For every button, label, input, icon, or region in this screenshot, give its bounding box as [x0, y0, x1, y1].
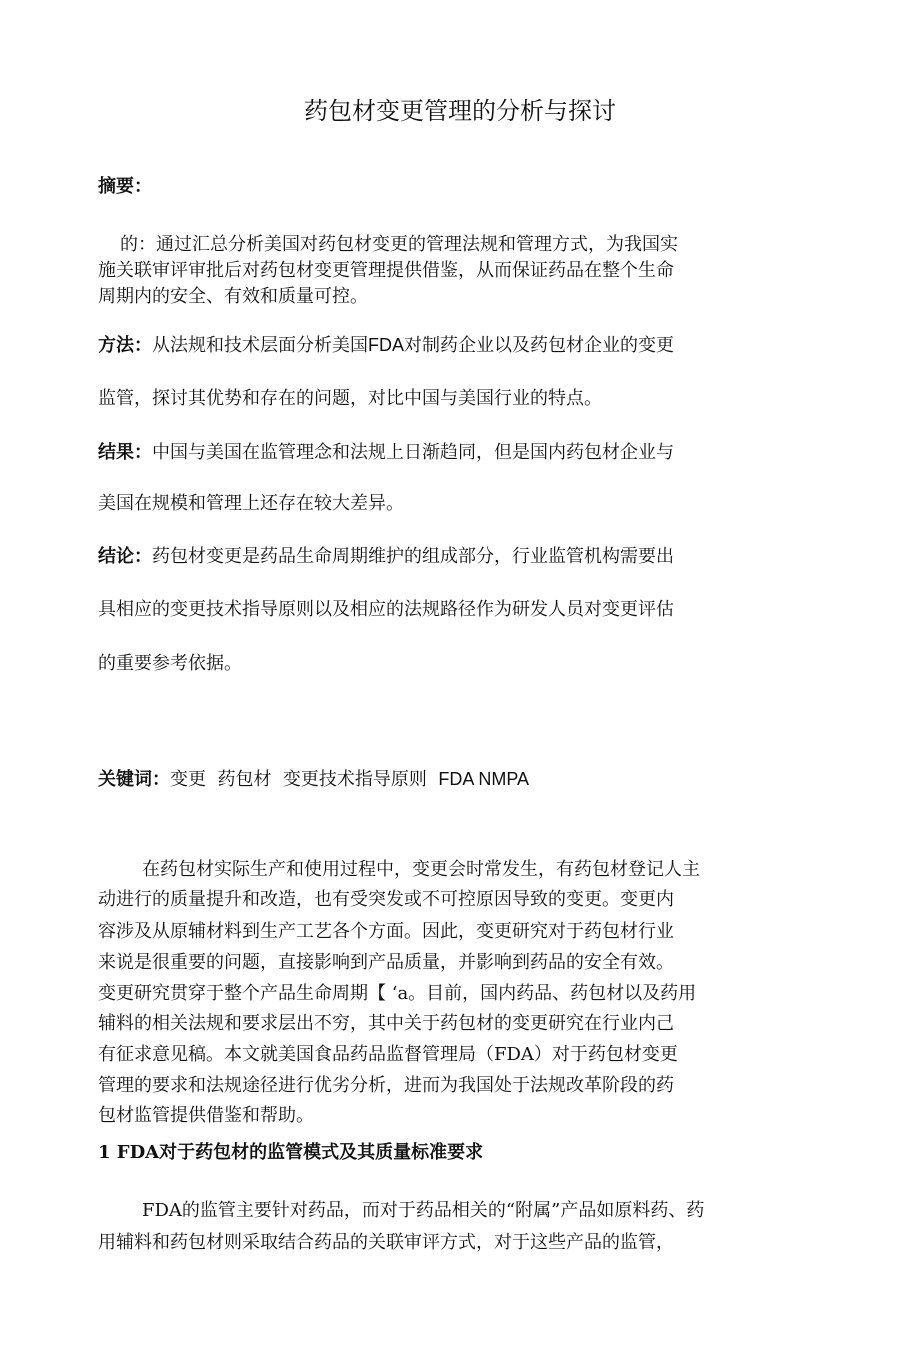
- keywords-latin: FDA NMPA: [438, 769, 530, 789]
- keywords-terms: 变更 药包材 变更技术指导原则: [170, 769, 439, 790]
- conclusion-paragraph-line: [98, 545, 674, 569]
- objective-line: 周期内的安全、有效和质量可控。: [98, 286, 368, 307]
- conclusion-line: 具相应的变更技术指导原则以及相应的法规路径作为研发人员对变更评估: [98, 599, 674, 620]
- objective-line: 施关联审评审批后对药包材变更管理提供借鉴，从而保证药品在整个生命: [98, 260, 674, 281]
- method-fda-term: FDA: [368, 335, 404, 355]
- document-title: 药包材变更管理的分析与探讨: [304, 97, 616, 125]
- method-line: 监管，探讨其优势和存在的问题，对比中国与美国行业的特点。: [98, 388, 602, 409]
- result-label: 结果：: [98, 442, 152, 463]
- intro-line: 变更研究贯穿于整个产品生命周期【 ‘a。目前，国内药品、药包材以及药用: [98, 983, 697, 1004]
- intro-line: 来说是很重要的问题，直接影响到产品质量，并影响到药品的安全有效。: [98, 952, 674, 973]
- keywords-line: [98, 767, 529, 792]
- intro-line: 有征求意见稿。本文就美国食品药品监督管理局（FDA）对于药包材变更: [98, 1044, 678, 1065]
- conclusion-line: 的重要参考依据。: [98, 653, 242, 674]
- intro-line: 动进行的质量提升和改造，也有受突发或不可控原因导致的变更。变更内: [98, 889, 674, 910]
- section1-line: 用辅料和药包材则采取结合药品的关联审评方式，对于这些产品的监管，: [98, 1232, 674, 1253]
- result-line: 美国在规模和管理上还存在较大差异。: [98, 493, 404, 514]
- conclusion-label: 结论：: [98, 546, 152, 567]
- result-paragraph-line: [98, 441, 674, 465]
- method-paragraph-line: [98, 333, 674, 358]
- intro-line: 在药包材实际生产和使用过程中，变更会时常发生，有药包材登记人主: [142, 859, 700, 880]
- method-text: 从法规和技术层面分析美国: [152, 335, 368, 356]
- abstract-label: 摘要：: [98, 176, 152, 197]
- result-text: 中国与美国在监管理念和法规上日渐趋同，但是国内药包材企业与: [152, 442, 674, 463]
- objective-line: 的：通过汇总分析美国对药包材变更的管理法规和管理方式，为我国实: [120, 234, 678, 255]
- intro-line: 管理的要求和法规途径进行优劣分析，进而为我国处于法规改革阶段的药: [98, 1075, 674, 1096]
- intro-line: 容涉及从原辅材料到生产工艺各个方面。因此，变更研究对于药包材行业: [98, 921, 674, 942]
- keywords-label: 关键词：: [98, 769, 170, 790]
- section-heading: 1 FDA对于药包材的监管模式及其质量标准要求: [98, 1142, 484, 1163]
- method-label: 方法：: [98, 335, 152, 356]
- method-text-cont: 对制药企业以及药包材企业的变更: [404, 335, 674, 356]
- intro-line: 辅料的相关法规和要求层出不穷，其中关于药包材的变更研究在行业内己: [98, 1013, 674, 1034]
- intro-line: 包材监管提供借鉴和帮助。: [98, 1105, 314, 1126]
- section1-line: FDA的监管主要针对药品，而对于药品相关的“附属”产品如原料药、药: [142, 1200, 705, 1221]
- conclusion-text: 药包材变更是药品生命周期维护的组成部分，行业监管机构需要出: [152, 546, 674, 567]
